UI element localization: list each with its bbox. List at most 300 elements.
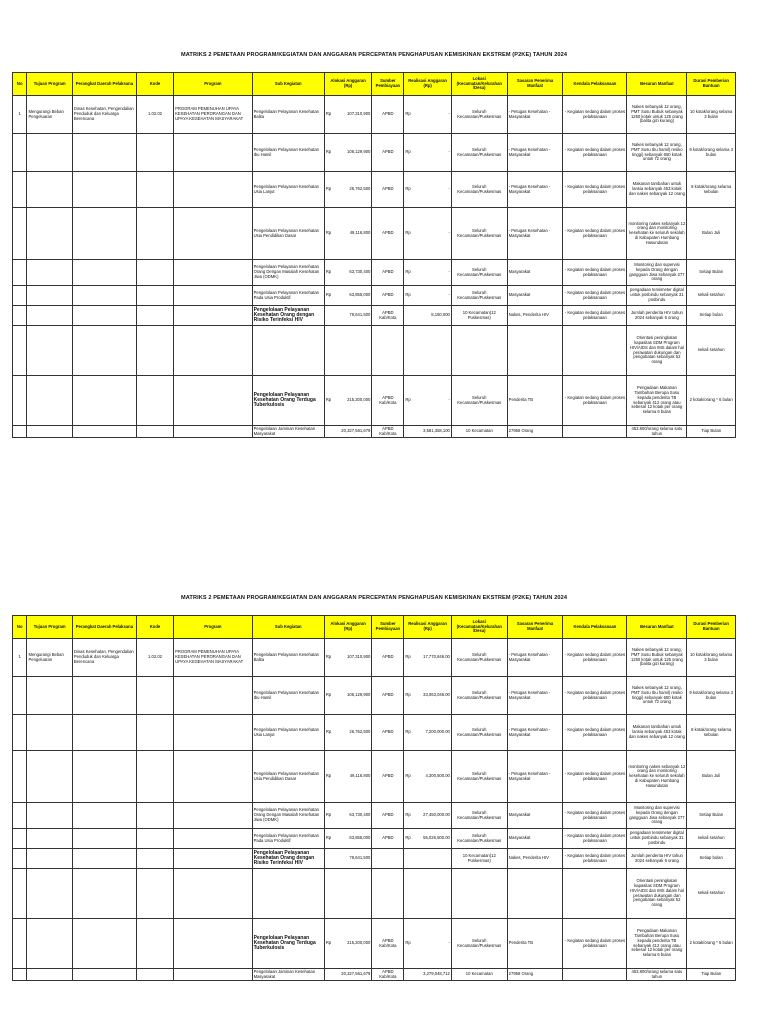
amount: 63,855,000 <box>349 835 371 841</box>
matrix-table <box>12 615 736 981</box>
alokasi-anggaran <box>324 751 372 803</box>
empty-cell <box>136 426 173 438</box>
alokasi-anggaran <box>324 829 372 849</box>
empty-cell <box>136 172 173 208</box>
besaran-manfaat: 453.800/orang selama satu tahun <box>627 426 687 438</box>
header-row <box>13 73 736 96</box>
amount: 79,641,500 <box>349 312 371 318</box>
empty-cell <box>136 829 173 849</box>
kode: 1.02.02 <box>136 639 173 677</box>
lokasi: Seluruh Kecamatan/Puskesmas <box>451 208 507 260</box>
empty-cell <box>72 803 136 829</box>
amount: 106,129,900 <box>347 149 371 155</box>
lokasi: Seluruh Kecamatan/Puskesmas <box>451 751 507 803</box>
column-header: Sumber Pembiayaan <box>372 616 404 639</box>
table-row <box>13 969 736 981</box>
empty-cell <box>72 849 136 869</box>
empty-cell <box>136 306 173 326</box>
sub-kegiatan: Pengelolaan Pelayanan Kesehatan Orang Terduga Tuberkulosis <box>252 376 324 426</box>
lokasi: 10 Kecamatan(12 Puskesmas) <box>451 306 507 326</box>
column-header: Perangkat Daerah Pelaksana <box>72 616 136 639</box>
currency-label: Rp <box>325 149 332 155</box>
empty-cell <box>174 208 252 260</box>
durasi-bantuan: Setiap Bulan <box>687 260 736 286</box>
empty-cell <box>136 677 173 715</box>
empty-cell <box>13 869 27 919</box>
tujuan-program: Mengurangi Beban Pengeluaran <box>27 639 72 677</box>
table-row <box>13 96 736 134</box>
empty-cell <box>27 715 72 751</box>
table-row <box>13 829 736 849</box>
kendala-pelaksanaan <box>563 969 627 981</box>
kode: 1.02.02 <box>136 96 173 134</box>
table-row <box>13 919 736 969</box>
program-name: PROGRAM PEMENUHAN UPAYA KESEHATAN PERORANGAN DAN UPAYA KESEHATAN MASYARAKAT <box>174 639 252 677</box>
sasaran-penerima: Masyarakat <box>507 260 563 286</box>
column-header: Sasaran Penerima Manfaat <box>507 73 563 96</box>
kendala-pelaksanaan <box>563 869 627 919</box>
realisasi-anggaran <box>404 376 452 426</box>
realisasi-anggaran <box>404 677 452 715</box>
kendala-pelaksanaan: - Kegiatan sedang dalam proses pelaksanaan <box>563 849 627 869</box>
table-body <box>13 639 736 981</box>
currency-label: Rp <box>405 397 411 403</box>
currency-label: Rp <box>405 729 411 735</box>
column-header: Realisasi Anggaran (Rp) <box>404 73 452 96</box>
besaran-manfaat: monitoring nakes sebanyak 12 orang dan monitoring kesehatan ke seluruh sekolah di Kabupaten Humbang Hasundutan <box>627 208 687 260</box>
kendala-pelaksanaan <box>563 326 627 376</box>
sumber-pembiayaan: APBD <box>372 96 404 134</box>
sasaran-penerima: - Petugas Kesehatan - Masyarakat <box>507 751 563 803</box>
amount: 27,450,000.00 <box>423 812 450 818</box>
sumber-pembiayaan: APBD Kab/Kota <box>372 919 404 969</box>
sub-kegiatan: Pengelolaan Pelayanan Kesehatan Orang Dengan Masalah Kesehatan Jiwa (ODMK) <box>252 260 324 286</box>
currency-label: Rp <box>325 812 332 818</box>
sasaran-penerima: Masyarakat <box>507 286 563 306</box>
empty-cell <box>13 172 27 208</box>
empty-cell <box>72 134 136 172</box>
realisasi-anggaran <box>404 306 452 326</box>
lokasi: Seluruh Kecamatan/Puskesmas <box>451 829 507 849</box>
column-header: Sub Kegiatan <box>252 73 324 96</box>
column-header: Durasi Pemberian Bantuan <box>687 616 736 639</box>
empty-cell <box>27 751 72 803</box>
currency-label: Rp <box>405 812 411 818</box>
durasi-bantuan: 9 kotak/orang selama 3 bulan <box>687 134 736 172</box>
sasaran-penerima: - Petugas Kesehatan - Masyarakat <box>507 96 563 134</box>
sumber-pembiayaan: APBD <box>372 829 404 849</box>
sub-kegiatan <box>252 869 324 919</box>
sasaran-penerima: Penderita TB <box>507 376 563 426</box>
empty-cell <box>13 919 27 969</box>
realisasi-anggaran <box>404 426 452 438</box>
amount: - <box>448 149 450 155</box>
column-header: Program <box>174 616 252 639</box>
perangkat-daerah: Dinas Kesehatan, Pengendalian Penduduk dan Keluarga Berencana <box>72 96 136 134</box>
lokasi <box>451 869 507 919</box>
sasaran-penerima: Masyarakat <box>507 829 563 849</box>
empty-cell <box>72 751 136 803</box>
matrix-sheet-2 <box>12 593 736 981</box>
currency-label: Rp <box>325 269 332 275</box>
table-row <box>13 751 736 803</box>
durasi-bantuan: 10 kotak/orang selama 3 bulan <box>687 639 736 677</box>
empty-cell <box>13 208 27 260</box>
matrix-table <box>12 72 736 438</box>
sasaran-penerima: Masyarakat <box>507 803 563 829</box>
kendala-pelaksanaan: - Kegiatan sedang dalam proses pelaksanaan <box>563 172 627 208</box>
sumber-pembiayaan <box>372 869 404 919</box>
column-header: Sumber Pembiayaan <box>372 73 404 96</box>
empty-cell <box>72 286 136 306</box>
currency-label: Rp <box>405 940 411 946</box>
table-row <box>13 286 736 306</box>
currency-label: Rp <box>325 292 332 298</box>
column-header: Perangkat Daerah Pelaksana <box>72 73 136 96</box>
amount: 63,730,400 <box>349 269 371 275</box>
sub-kegiatan: Pengelolaan Pelayanan Kesehatan Usia Pendidikan Dasar <box>252 751 324 803</box>
row-number: 1 <box>13 639 27 677</box>
empty-cell <box>13 286 27 306</box>
besaran-manfaat: 453.800/orang selama satu tahun <box>627 969 687 981</box>
sumber-pembiayaan: APBD <box>372 751 404 803</box>
sasaran-penerima: Nakes, Penderita HIV <box>507 849 563 869</box>
realisasi-anggaran <box>404 260 452 286</box>
empty-cell <box>27 969 72 981</box>
empty-cell <box>174 869 252 919</box>
column-header: Tujuan Program <box>27 73 72 96</box>
empty-cell <box>136 286 173 306</box>
amount: 33,063,046.00 <box>423 692 450 698</box>
tujuan-program: Mengurangi Beban Pengeluaran <box>27 96 72 134</box>
column-header: Realisasi Anggaran (Rp) <box>404 616 452 639</box>
sumber-pembiayaan: APBD <box>372 208 404 260</box>
column-header: Besaran Manfaat <box>627 73 687 96</box>
alokasi-anggaran <box>324 919 372 969</box>
besaran-manfaat: Nakes sebanyak 12 orang, PMT Susu Bubuk sebanyak 1250 kotak untuk 125 orang (balita gizi kurang) <box>627 96 687 134</box>
alokasi-anggaran <box>324 134 372 172</box>
table-row <box>13 260 736 286</box>
amount: - <box>448 940 450 946</box>
empty-cell <box>13 306 27 326</box>
amount: 20,327,561,679 <box>341 971 371 977</box>
empty-cell <box>136 134 173 172</box>
sasaran-penerima: - Petugas Kesehatan - Masyarakat <box>507 172 563 208</box>
sasaran-penerima: - Petugas Kesehatan - Masyarakat <box>507 715 563 751</box>
sub-kegiatan <box>252 326 324 376</box>
kendala-pelaksanaan: - Kegiatan sedang dalam proses pelaksanaan <box>563 677 627 715</box>
empty-cell <box>136 919 173 969</box>
amount: - <box>448 111 450 117</box>
table-row <box>13 426 736 438</box>
table-row <box>13 208 736 260</box>
sasaran-penerima: 27958 Orang <box>507 426 563 438</box>
column-header: No <box>13 73 27 96</box>
empty-cell <box>136 751 173 803</box>
alokasi-anggaran <box>324 260 372 286</box>
amount: 215,200,000 <box>347 397 371 403</box>
table-row <box>13 326 736 376</box>
besaran-manfaat: Pengadaan Makanan Tambahan Berupa Susu kepada penderita TB sebanyak 412 orang atau sebesar 12 kotak per orang selama 6 bulan <box>627 376 687 426</box>
besaran-manfaat: Pengadaan Makanan Tambahan Berupa Susu kepada penderita TB sebanyak 412 orang atau sebesar 12 kotak per orang selama 6 bulan <box>627 919 687 969</box>
besaran-manfaat: monitoring nakes sebanyak 12 orang dan monitoring kesehatan ke seluruh sekolah di Kabupaten Humbang Hasundutan <box>627 751 687 803</box>
alokasi-anggaran <box>324 96 372 134</box>
durasi-bantuan: Tiap Bulan <box>687 969 736 981</box>
column-header: Kendala Pelaksanaan <box>563 616 627 639</box>
currency-label: Rp <box>325 654 332 660</box>
currency-label: Rp <box>405 835 411 841</box>
column-header: Sub Kegiatan <box>252 616 324 639</box>
realisasi-anggaran <box>404 969 452 981</box>
kendala-pelaksanaan: - Kegiatan sedang dalam proses pelaksanaan <box>563 306 627 326</box>
lokasi: Seluruh Kecamatan/Puskesmas <box>451 172 507 208</box>
empty-cell <box>27 376 72 426</box>
amount: 26,762,500 <box>349 186 371 192</box>
lokasi: Seluruh Kecamatan/Puskesmas <box>451 376 507 426</box>
empty-cell <box>27 134 72 172</box>
lokasi: 10 Kecamatan <box>451 426 507 438</box>
kendala-pelaksanaan: - Kegiatan sedang dalam proses pelaksanaan <box>563 208 627 260</box>
empty-cell <box>27 306 72 326</box>
matrix-title: MATRIKS 2 PEMETAAN PROGRAM/KEGIATAN DAN ANGGARAN PERCEPATAN PENGHAPUSAN KEMISKINAN EKSTREM (P2KE) TAHUN 2024 <box>180 595 568 601</box>
currency-label: Rp <box>325 397 332 403</box>
sasaran-penerima: Penderita TB <box>507 919 563 969</box>
empty-cell <box>174 829 252 849</box>
column-header: Kendala Pelaksanaan <box>563 73 627 96</box>
matrix-sheet-1 <box>12 50 736 438</box>
realisasi-anggaran <box>404 172 452 208</box>
kendala-pelaksanaan: - Kegiatan sedang dalam proses pelaksanaan <box>563 919 627 969</box>
alokasi-anggaran <box>324 869 372 919</box>
alokasi-anggaran <box>324 969 372 981</box>
durasi-bantuan: Setiap bulan <box>687 306 736 326</box>
currency-label: Rp <box>405 230 411 236</box>
sasaran-penerima <box>507 326 563 376</box>
empty-cell <box>174 803 252 829</box>
kendala-pelaksanaan: - Kegiatan sedang dalam proses pelaksanaan <box>563 286 627 306</box>
durasi-bantuan: 8 kotak/orang selama sebulan <box>687 172 736 208</box>
empty-cell <box>174 969 252 981</box>
empty-cell <box>174 426 252 438</box>
row-number: 1 <box>13 96 27 134</box>
empty-cell <box>136 849 173 869</box>
empty-cell <box>72 426 136 438</box>
lokasi: 10 Kecamatan(12 Puskesmas) <box>451 849 507 869</box>
table-row <box>13 134 736 172</box>
amount: 107,310,900 <box>347 111 371 117</box>
empty-cell <box>27 803 72 829</box>
sub-kegiatan: Pengelolaan Jaminan Kesehatan Masyarakat <box>252 426 324 438</box>
empty-cell <box>13 260 27 286</box>
empty-cell <box>72 715 136 751</box>
alokasi-anggaran <box>324 376 372 426</box>
kendala-pelaksanaan: - Kegiatan sedang dalam proses pelaksanaan <box>563 96 627 134</box>
empty-cell <box>13 677 27 715</box>
empty-cell <box>174 172 252 208</box>
besaran-manfaat: Makanan tambahan untuk lansia sebanyak 453 kotak dan nakes sebanyak 12 orang <box>627 715 687 751</box>
lokasi: Seluruh Kecamatan/Puskesmas <box>451 919 507 969</box>
besaran-manfaat: Makanan tambahan untuk lansia sebanyak 453 kotak dan nakes sebanyak 12 orang <box>627 172 687 208</box>
sub-kegiatan: Pengelolaan Pelayanan Kesehatan Orang dengan Risiko Terinfeksi HIV <box>252 306 324 326</box>
table-row <box>13 849 736 869</box>
currency-label: Rp <box>325 835 332 841</box>
empty-cell <box>13 376 27 426</box>
amount: 107,310,900 <box>347 654 371 660</box>
currency-label: Rp <box>405 269 411 275</box>
empty-cell <box>174 849 252 869</box>
amount: 20,327,561,679 <box>341 428 371 434</box>
empty-cell <box>72 260 136 286</box>
empty-cell <box>27 260 72 286</box>
amount: 49,116,800 <box>349 230 371 236</box>
realisasi-anggaran <box>404 829 452 849</box>
alokasi-anggaran <box>324 849 372 869</box>
amount: 3,581,358,100 <box>423 428 450 434</box>
amount: 63,855,000 <box>349 292 371 298</box>
column-header: Alokasi Anggaran (Rp) <box>324 73 372 96</box>
sub-kegiatan: Pengelolaan Pelayanan Kesehatan Ibu Hamil <box>252 677 324 715</box>
lokasi: Seluruh Kecamatan/Puskesmas <box>451 286 507 306</box>
alokasi-anggaran <box>324 426 372 438</box>
realisasi-anggaran <box>404 869 452 919</box>
currency-label: Rp <box>405 773 411 779</box>
column-header: Tujuan Program <box>27 616 72 639</box>
empty-cell <box>136 260 173 286</box>
empty-cell <box>72 172 136 208</box>
lokasi: Seluruh Kecamatan/Puskesmas <box>451 260 507 286</box>
sub-kegiatan: Pengelolaan Pelayanan Kesehatan Orang Terduga Tuberkulosis <box>252 919 324 969</box>
sub-kegiatan: Pengelolaan Pelayanan Kesehatan Balita <box>252 639 324 677</box>
alokasi-anggaran <box>324 306 372 326</box>
sub-kegiatan: Pengelolaan Pelayanan Kesehatan Pada Usia Produktif <box>252 829 324 849</box>
durasi-bantuan: Tiap Bulan <box>687 426 736 438</box>
table-row <box>13 306 736 326</box>
empty-cell <box>72 306 136 326</box>
sumber-pembiayaan: APBD <box>372 715 404 751</box>
empty-cell <box>136 376 173 426</box>
sub-kegiatan: Pengelolaan Pelayanan Kesehatan Usia Pendidikan Dasar <box>252 208 324 260</box>
kendala-pelaksanaan: - Kegiatan sedang dalam proses pelaksanaan <box>563 639 627 677</box>
lokasi <box>451 326 507 376</box>
amount: 79,641,500 <box>349 855 371 861</box>
kendala-pelaksanaan: - Kegiatan sedang dalam proses pelaksanaan <box>563 376 627 426</box>
column-header: Lokasi (Kecamatan/Kelurahan /Desa) <box>451 616 507 639</box>
alokasi-anggaran <box>324 286 372 306</box>
program-name: PROGRAM PEMENUHAN UPAYA KESEHATAN PERORANGAN DAN UPAYA KESEHATAN MASYARAKAT <box>174 96 252 134</box>
currency-label: Rp <box>405 186 411 192</box>
currency-label: Rp <box>325 729 332 735</box>
empty-cell <box>13 715 27 751</box>
empty-cell <box>174 677 252 715</box>
column-header: Lokasi (Kecamatan/Kelurahan /Desa) <box>451 73 507 96</box>
durasi-bantuan: 9 kotak/orang selama 3 bulan <box>687 677 736 715</box>
header-row <box>13 616 736 639</box>
empty-cell <box>174 376 252 426</box>
amount: 49,116,800 <box>349 773 371 779</box>
lokasi: Seluruh Kecamatan/Puskesmas <box>451 803 507 829</box>
sumber-pembiayaan: APBD Kab/Kota <box>372 376 404 426</box>
empty-cell <box>136 869 173 919</box>
durasi-bantuan: sekali setahun <box>687 326 736 376</box>
table-row <box>13 172 736 208</box>
durasi-bantuan: Setiap Bulan <box>687 803 736 829</box>
amount: 63,730,400 <box>349 812 371 818</box>
sumber-pembiayaan: APBD <box>372 172 404 208</box>
empty-cell <box>27 849 72 869</box>
amount: - <box>448 397 450 403</box>
durasi-bantuan: Setiap bulan <box>687 849 736 869</box>
sumber-pembiayaan <box>372 326 404 376</box>
kendala-pelaksanaan: - Kegiatan sedang dalam proses pelaksanaan <box>563 803 627 829</box>
sub-kegiatan: Pengelolaan Pelayanan Kesehatan Ibu Hamil <box>252 134 324 172</box>
table-row <box>13 803 736 829</box>
durasi-bantuan: 2 kotak/orang * 6 bulan <box>687 376 736 426</box>
table-row <box>13 639 736 677</box>
empty-cell <box>72 326 136 376</box>
column-header: Program <box>174 73 252 96</box>
empty-cell <box>174 751 252 803</box>
sasaran-penerima: - Petugas Kesehatan - Masyarakat <box>507 208 563 260</box>
alokasi-anggaran <box>324 677 372 715</box>
amount: 7,200,000.00 <box>425 729 450 735</box>
empty-cell <box>13 326 27 376</box>
empty-cell <box>136 326 173 376</box>
besaran-manfaat: Nakes sebanyak 12 orang, PMT Susu Ibu hamil( resiko tinggi) sebanyak 650 kotak untuk 72 orang <box>627 134 687 172</box>
empty-cell <box>27 919 72 969</box>
column-header: Sasaran Penerima Manfaat <box>507 616 563 639</box>
amount: 3,279,048,712 <box>423 971 450 977</box>
currency-label: Rp <box>405 292 411 298</box>
empty-cell <box>13 803 27 829</box>
empty-cell <box>27 286 72 306</box>
besaran-manfaat: pengadaan tensimeter digital untuk posbindu sebanyak 31 posbindu <box>627 829 687 849</box>
besaran-manfaat: pengadaan tensimeter digital untuk posbindu sebanyak 31 posbindu <box>627 286 687 306</box>
alokasi-anggaran <box>324 715 372 751</box>
empty-cell <box>136 803 173 829</box>
empty-cell <box>136 969 173 981</box>
empty-cell <box>174 134 252 172</box>
empty-cell <box>13 426 27 438</box>
durasi-bantuan: Bulan Juli <box>687 751 736 803</box>
realisasi-anggaran <box>404 286 452 306</box>
lokasi: Seluruh Kecamatan/Puskesmas <box>451 677 507 715</box>
empty-cell <box>27 426 72 438</box>
kendala-pelaksanaan: - Kegiatan sedang dalam proses pelaksanaan <box>563 260 627 286</box>
empty-cell <box>72 376 136 426</box>
empty-cell <box>72 969 136 981</box>
table-header <box>13 73 736 96</box>
column-header: Alokasi Anggaran (Rp) <box>324 616 372 639</box>
alokasi-anggaran <box>324 326 372 376</box>
besaran-manfaat: Nakes sebanyak 12 orang, PMT Susu Ibu hamil( resiko tinggi) sebanyak 650 kotak untuk 72 orang <box>627 677 687 715</box>
amount: 17,770,846.00 <box>423 654 450 660</box>
empty-cell <box>13 134 27 172</box>
sumber-pembiayaan: APBD <box>372 677 404 715</box>
currency-label: Rp <box>405 692 411 698</box>
kendala-pelaksanaan: - Kegiatan sedang dalam proses pelaksanaan <box>563 829 627 849</box>
empty-cell <box>72 869 136 919</box>
lokasi: Seluruh Kecamatan/Puskesmas <box>451 134 507 172</box>
lokasi: Seluruh Kecamatan/Puskesmas <box>451 639 507 677</box>
sasaran-penerima: 27958 Orang <box>507 969 563 981</box>
sumber-pembiayaan: APBD <box>372 803 404 829</box>
besaran-manfaat: Jumlah penderita HIV tahun 2024 sebanyak 6 orang <box>627 849 687 869</box>
empty-cell <box>13 969 27 981</box>
realisasi-anggaran <box>404 751 452 803</box>
amount: - <box>448 230 450 236</box>
kendala-pelaksanaan: - Kegiatan sedang dalam proses pelaksanaan <box>563 134 627 172</box>
amount: 8,150,000 <box>431 312 450 318</box>
